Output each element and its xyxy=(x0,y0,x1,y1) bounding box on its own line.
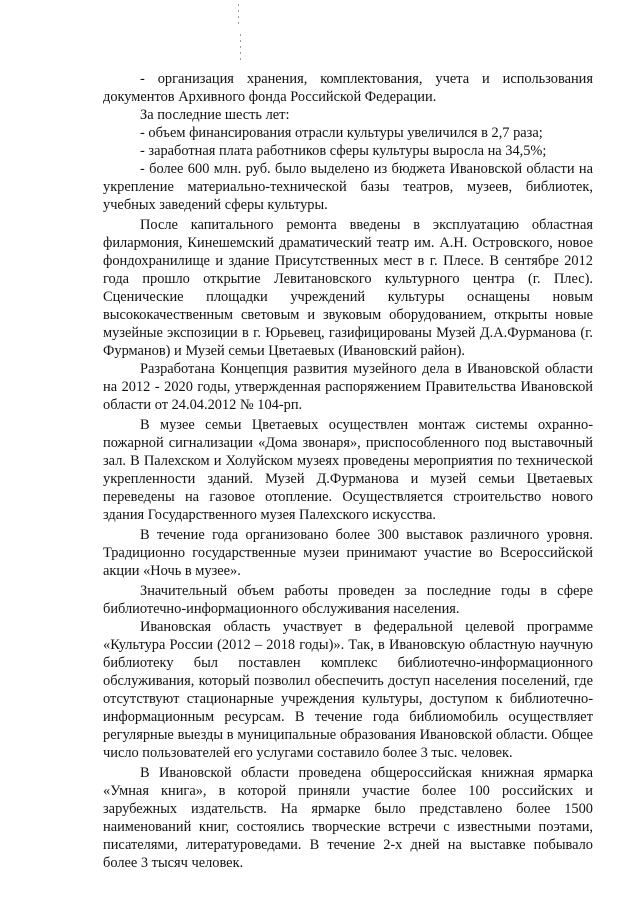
list-item-budget: - более 600 млн. руб. было выделено из бюджета Ивановской области на укрепление материально-технической базы театров, музеев, библиотек, учебных заведений сферы культуры. xyxy=(103,161,593,213)
paragraph-federal-program: Ивановская область участвует в федеральной целевой программе «Культура России (2012 – 2018 годы)». Так, в Ивановскую областную научную библиотеку был поставлен комплекс библиотечно-информационного обслуживания, который позволил обеспечить доступ населения поселений, где отсутствуют стационарные учреждения культуры, доступом к библиотечно-информационным ресурсам. В течение года библиомобиль осуществляет регулярные выезды в муниципальные образования Ивановской области. Общее число пользователей его услугами составило более 3 тыс. человек. xyxy=(103,619,593,761)
list-item-financing: - объем финансирования отрасли культуры увеличился в 2,7 раза; xyxy=(140,125,543,141)
paragraph-exhibitions: В течение года организовано более 300 выставок различного уровня. Традиционно государственные музеи принимают участие во Всероссийской акции «Ночь в музее». xyxy=(103,527,593,579)
paragraph-museum-concept: Разработана Концепция развития музейного дела в Ивановской области на 2012 - 2020 годы, утвержденная распоряжением Правительства Ивановской области от 24.04.2012 № 104-рп. xyxy=(103,361,593,413)
paragraph-book-fair: В Ивановской области проведена общероссийская книжная ярмарка «Умная книга», в которой приняли участие более 100 российских и зарубежных издательств. На ярмарке было представлено более 1500 наименований книг, состоялись творческие встречи с известными поэтами, писателями, литературоведами. В течение 2-х дней на выставке побывало более 3 тысяч человек. xyxy=(103,765,593,871)
paragraph-archive-fund: - организация хранения, комплектования, учета и использования документов Архивного фонда Российской Федерации. xyxy=(103,71,593,105)
scan-artifact-mark xyxy=(240,34,241,64)
scan-artifact-mark xyxy=(238,4,239,26)
list-item-salary: - заработная плата работников сферы культуры выросла на 34,5%; xyxy=(140,143,547,159)
paragraph-library-services: Значительный объем работы проведен за последние годы в сфере библиотечно-информационного обслуживания населения. xyxy=(103,583,593,617)
paragraph-renovation: После капитального ремонта введены в эксплуатацию областная филармония, Кинешемский драматический театр им. А.Н. Островского, новое фондохранилище и здание Присутственных мест в г. Плесе. В сентябре 2012 года прошло открытие Левитановского культурного центра (г. Плес). Сценические площадки учреждений культуры оснащены новым высококачественным световым и звуковым оборудованием, открыты новые музейные экспозиции в г. Юрьевец, газифицированы Музей Д.А.Фурманова (г. Фурманов) и Музей семьи Цветаевых (Ивановский район). xyxy=(103,217,593,359)
paragraph-tsvetaev-museum: В музее семьи Цветаевых осуществлен монтаж системы охранно-пожарной сигнализации «Дома звонаря», приспособленного под выставочный зал. В Палехском и Холуйском музеях проведены мероприятия по технической укрепленности зданий. Музей Д.Фурманова и музей семьи Цветаевых переведены на газовое отопление. Осуществляется строительство нового здания Государственного музея Палехского искусства. xyxy=(103,417,593,523)
document-body xyxy=(103,70,593,872)
paragraph-last-six-years: За последние шесть лет: xyxy=(140,107,290,123)
